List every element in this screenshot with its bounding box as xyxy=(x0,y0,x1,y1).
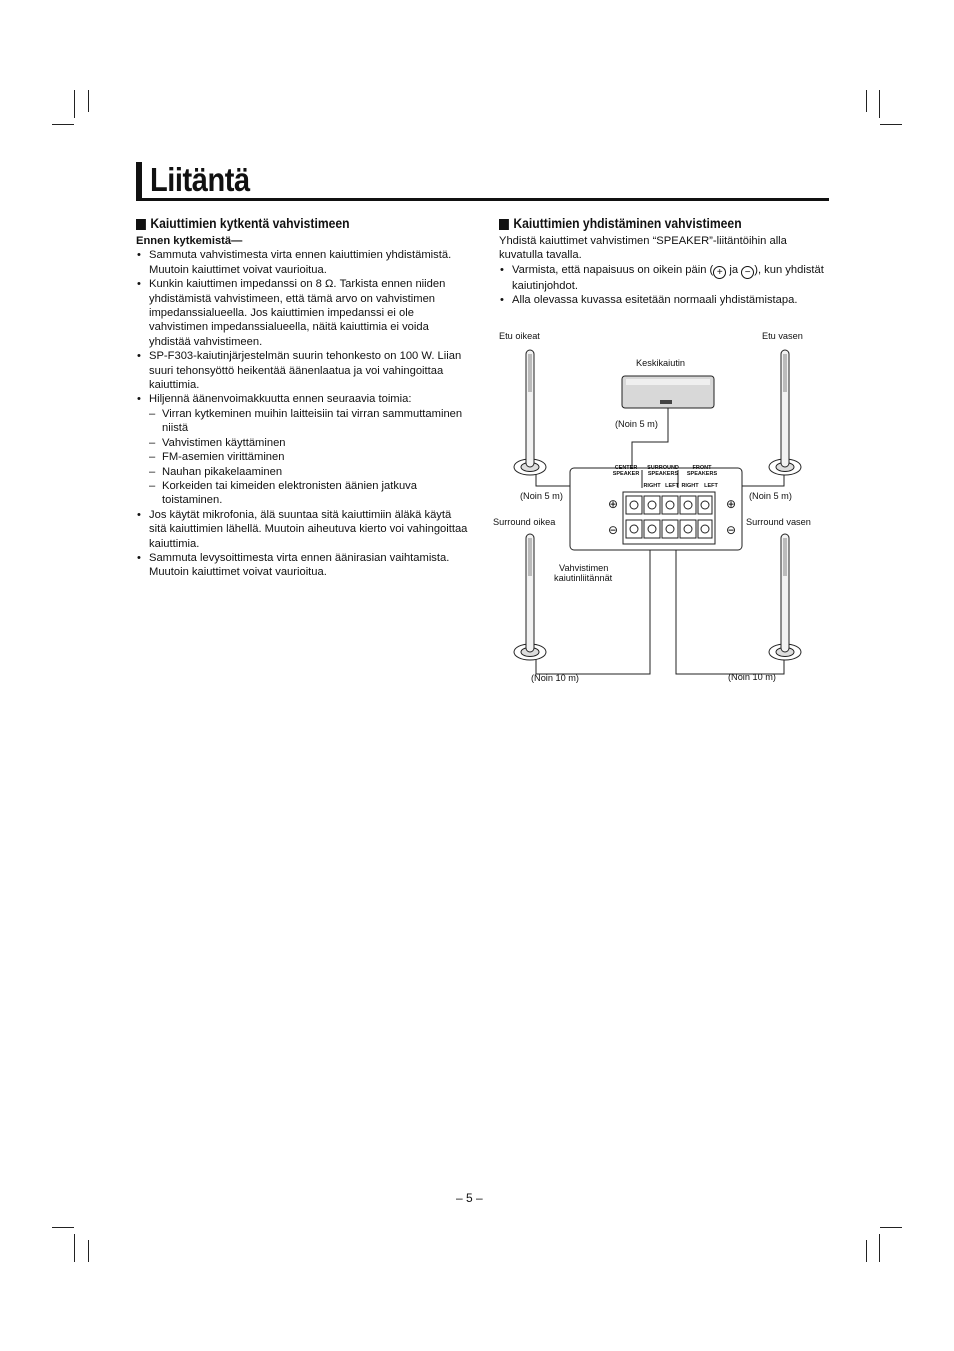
speaker-front-left xyxy=(769,350,801,475)
list-item xyxy=(136,392,471,507)
dash-item: – Korkeiden tai kimeiden elektronisten äänien jatkuva toistaminen. xyxy=(149,479,471,508)
dash-item: – Virran kytkeminen muihin laitteisiin tai virran sammuttaminen niistä xyxy=(149,407,471,436)
dash-item: – Vahvistimen käyttäminen xyxy=(149,436,471,450)
wire-surround-left xyxy=(676,542,784,674)
plus-mark: ⊕ xyxy=(607,497,619,511)
speaker-surround-left xyxy=(769,534,801,660)
right-column xyxy=(499,216,829,308)
panel-label: SURROUND xyxy=(647,465,679,471)
label-rear-distance-left: (Noin 10 m) xyxy=(531,673,579,683)
panel-label: SPEAKER xyxy=(612,471,640,477)
amplifier-terminal-panel xyxy=(570,468,742,550)
label-rear-distance-right: (Noin 10 m) xyxy=(728,672,776,682)
section-heading-right xyxy=(499,216,796,232)
dash-item: – Nauhan pikakelaaminen xyxy=(149,465,471,479)
label-center: Keskikaiutin xyxy=(636,358,686,368)
panel-label: LEFT xyxy=(665,483,679,489)
panel-label: FRONT xyxy=(692,465,712,471)
list-item: • SP-F303-kaiutinjärjestelmän suurin tehonkesto on 100 W. Liian suuri tehonsyöttö heikentää äänenlaatua ja voi vahingoittaa kaiuttimia. xyxy=(136,349,471,392)
polarity-text-post: ), kun yhdistät kaiutinjohdot. xyxy=(512,263,824,292)
terminal-row-plus xyxy=(626,496,712,514)
label-surround-right: Surround oikea xyxy=(493,517,556,527)
section-heading-left xyxy=(136,216,438,232)
label-front-right: Etu oikeat xyxy=(499,331,540,341)
crop-mark-br-v2 xyxy=(866,1240,867,1262)
left-column xyxy=(136,216,471,580)
label-distance-right: (Noin 5 m) xyxy=(749,491,792,501)
crop-mark-bl-v xyxy=(74,1234,75,1262)
square-bullet-icon xyxy=(499,219,509,230)
page-number: – 5 – xyxy=(456,1191,483,1205)
panel-label: CENTER xyxy=(614,465,638,471)
polarity-text-mid: ja xyxy=(726,263,742,276)
list-item: • Sammuta levysoittimesta virta ennen äänirasian vaihtamista. Muutoin kaiuttimet voivat vaurioitua. xyxy=(136,551,471,580)
label-front-left: Etu vasen xyxy=(762,331,803,341)
speaker-connection-diagram xyxy=(480,322,840,694)
crop-mark-br-v xyxy=(879,1234,880,1262)
minus-mark: ⊖ xyxy=(607,523,619,537)
minus-icon: − xyxy=(741,266,754,279)
list-item: • Jos käytät mikrofonia, älä suuntaa sitä kaiuttimiin äläkä käytä sitä kaiuttimien lähellä. Muutoin aiheutuva kierto voi vahingoittaa kaiuttimia. xyxy=(136,508,471,551)
speaker-surround-right xyxy=(514,534,546,660)
page-title-block xyxy=(136,160,829,200)
panel-label: LEFT xyxy=(704,483,718,489)
wire-surround-right xyxy=(536,542,650,674)
list-item xyxy=(499,263,829,293)
crop-mark-tl-v2 xyxy=(88,90,89,112)
speaker-front-right xyxy=(514,350,546,475)
plus-icon: + xyxy=(713,266,726,279)
list-item: • Kunkin kaiuttimen impedanssi on 8 Ω. Tarkista ennen niiden yhdistämistä vahvistimeen, että tämä arvo on vahvistimen impedanssialueella. Jos kaiuttimien impedanssi ei ole vahvistimen impedanssialueella, näitä kaiuttimia ei voida yhdistää vahvistimeen. xyxy=(136,277,471,349)
list-item: • Sammuta vahvistimesta virta ennen kaiuttimien yhdistämistä. Muutoin kaiuttimet voivat vaurioitua. xyxy=(136,248,471,277)
crop-mark-bl-h xyxy=(52,1227,74,1228)
crop-mark-tr-h xyxy=(880,124,902,125)
plus-mark: ⊕ xyxy=(725,497,737,511)
label-center-distance: (Noin 5 m) xyxy=(615,419,658,429)
title-bar xyxy=(136,162,142,198)
panel-label: SPEAKERS xyxy=(686,471,718,477)
title-rule xyxy=(136,198,829,201)
panel-label: RIGHT xyxy=(681,483,699,489)
dash-item: – FM-asemien virittäminen xyxy=(149,450,471,464)
section-heading-left-text: Kaiuttimien kytkentä vahvistimeen xyxy=(150,216,350,231)
crop-mark-tl-v xyxy=(74,90,75,118)
section-heading-right-text: Kaiuttimien yhdistäminen vahvistimeen xyxy=(513,216,742,231)
subheading: Ennen kytkemistä— xyxy=(136,235,243,247)
panel-label: RIGHT xyxy=(643,483,661,489)
label-terminals-2: kaiutinliitännät xyxy=(554,573,613,583)
page-title: Liitäntä xyxy=(150,161,250,198)
square-bullet-icon xyxy=(136,219,146,230)
minus-mark: ⊖ xyxy=(725,523,737,537)
list-item: • Alla olevassa kuvassa esitetään normaali yhdistämistapa. xyxy=(499,293,829,307)
label-distance-left: (Noin 5 m) xyxy=(520,491,563,501)
terminal-row-minus xyxy=(626,520,712,538)
crop-mark-tr-v2 xyxy=(866,90,867,112)
label-surround-left: Surround vasen xyxy=(746,517,811,527)
label-terminals-1: Vahvistimen xyxy=(559,563,609,573)
dash-list xyxy=(149,407,471,508)
precaution-list xyxy=(136,248,471,579)
connection-list xyxy=(499,263,829,308)
polarity-text-pre: Varmista, että napaisuus on oikein päin ( xyxy=(512,263,714,276)
crop-mark-tr-v xyxy=(879,90,880,118)
diagram-svg xyxy=(480,322,840,694)
speaker-center xyxy=(622,376,714,408)
list-item-text: Hiljennä äänenvoimakkuutta ennen seuraavia toimia: xyxy=(149,393,412,406)
crop-mark-bl-v2 xyxy=(88,1240,89,1262)
panel-label: SPEAKERS xyxy=(647,471,679,477)
intro-text: Yhdistä kaiuttimet vahvistimen “SPEAKER”-liitäntöihin alla kuvatulla tavalla. xyxy=(499,235,787,262)
crop-mark-br-h xyxy=(880,1227,902,1228)
crop-mark-tl-h xyxy=(52,124,74,125)
